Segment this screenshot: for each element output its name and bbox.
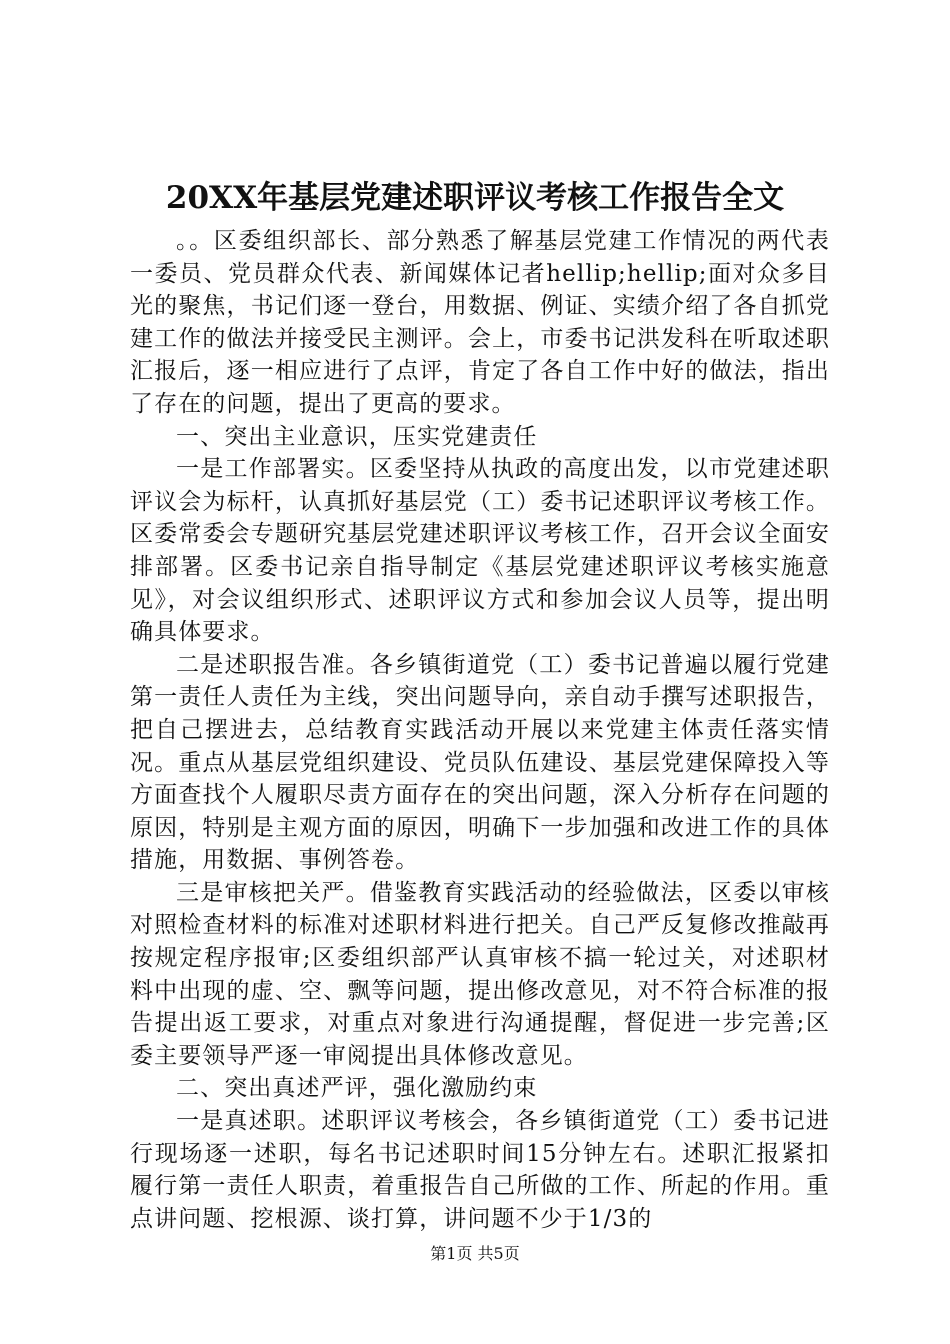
paragraph-intro: 。。区委组织部长、部分熟悉了解基层党建工作情况的两代表一委员、党员群众代表、新闻媒体记者hellip;hellip;面对众多目光的聚焦，书记们逐一登台，用数据、例证、实绩介绍了各自抓党建工作的做法并接受民主测评。会上，市委书记洪发科在听取述职汇报后，逐一相应进行了点评，肯定了各自工作中好的做法，指出了存在的问题，提出了更高的要求。 [130,228,830,417]
page-footer [0,1243,950,1265]
paragraph-1-2: 二是述职报告准。各乡镇街道党（工）委书记普遍以履行党建第一责任人责任为主线，突出问题导向，亲自动手撰写述职报告，把自己摆进去，总结教育实践活动开展以来党建主体责任落实情况。重点从基层党组织建设、党员队伍建设、基层党建保障投入等方面查找个人履职尽责方面存在的突出问题，深入分析存在问题的原因，特别是主观方面的原因，明确下一步加强和改进工作的具体措施，用数据、事例答卷。 [130,651,830,874]
page-number: 第1页 共5页 [430,1244,520,1263]
paragraph-2-1: 一是真述职。述职评议考核会，各乡镇街道党（工）委书记进行现场逐一述职，每名书记述职时间15分钟左右。述职汇报紧扣履行第一责任人职责，着重报告自己所做的工作、所起的作用。重点讲问题、挖根源、谈打算，讲问题不少于1/3的 [130,1108,830,1232]
paragraph-1-1: 一是工作部署实。区委坚持从执政的高度出发，以市党建述职评议会为标杆，认真抓好基层党（工）委书记述职评议考核工作。区委常委会专题研究基层党建述职评议考核工作，召开会议全面安排部署。区委书记亲自指导制定《基层党建述职评议考核实施意见》，对会议组织形式、述职评议方式和参加会议人员等，提出明确具体要求。 [130,456,830,646]
document-title: 20XX年基层党建述职评议考核工作报告全文 [165,180,785,216]
section-heading-1: 一、突出主业意识，压实党建责任 [176,423,538,450]
section-heading-2: 二、突出真述严评，强化激励约束 [176,1075,538,1102]
paragraph-1-3: 三是审核把关严。借鉴教育实践活动的经验做法，区委以审核对照检查材料的标准对述职材料进行把关。自己严反复修改推敲再按规定程序报审;区委组织部严认真审核不搞一轮过关，对述职材料中出现的虚、空、飘等问题，提出修改意见，对不符合标准的报告提出返工要求，对重点对象进行沟通提醒，督促进一步完善;区委主要领导严逐一审阅提出具体修改意见。 [130,879,830,1069]
document-body [130,225,830,1235]
